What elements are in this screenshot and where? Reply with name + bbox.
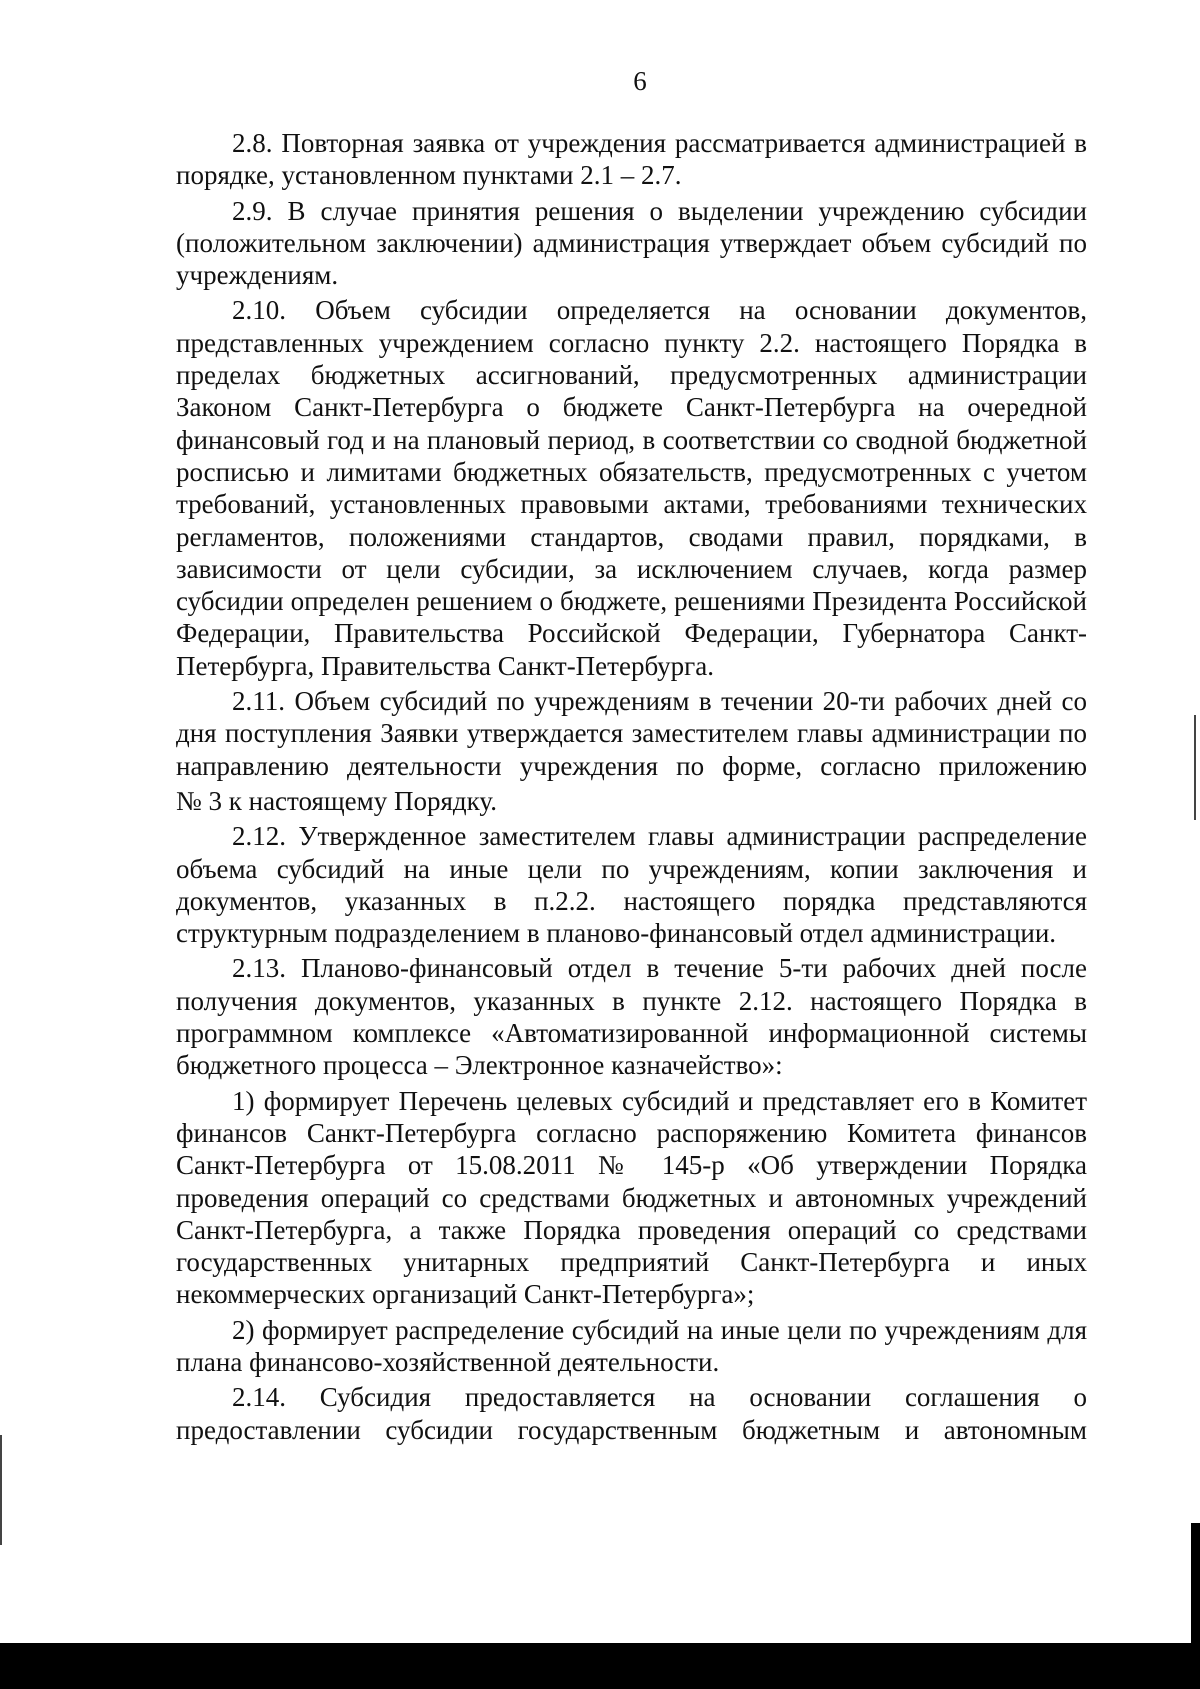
paragraph-2-9: 2.9. В случае принятия решения о выделении учреждению субсидии (положительном заключении) администрация утверждает объем субсидий по учреждениям. bbox=[176, 195, 1087, 291]
paragraph-2-13-item-2: 2) формирует распределение субсидий на иные цели по учреждениям для плана финансово-хозяйственной деятельности. bbox=[176, 1314, 1087, 1377]
document-body bbox=[176, 127, 1087, 1446]
scan-edge-mark bbox=[1194, 715, 1196, 820]
paragraph-2-11: 2.11. Объем субсидий по учреждениям в течении 20-ти рабочих дней со дня поступления Заявки утверждается заместителем главы администрации по направлению деятельности учреждения по форме, согласно приложению bbox=[176, 686, 1087, 781]
page-number: 6 bbox=[633, 66, 647, 96]
paragraph-2-8: 2.8. Повторная заявка от учреждения рассматривается администрацией в порядке, установленном пунктами 2.1 – 2.7. bbox=[176, 128, 1087, 191]
scan-border-right bbox=[1191, 1523, 1200, 1643]
paragraph-2-13-item-1: 1) формирует Перечень целевых субсидий и представляет его в Комитет финансов Санкт-Петербурга согласно распоряжению Комитета финансов Санкт-Петербурга от 15.08.2011 № 145-р «Об утверждении Порядка проведения операций со средствами бюджетных и автономных учреждений Санкт-Петербурга, а также Порядка проведения операций со средствами государственных унитарных предприятий Санкт-Петербурга и иных некоммерческих организаций Санкт-Петербурга»; bbox=[176, 1085, 1087, 1310]
paragraph-2-12: 2.12. Утвержденное заместителем главы администрации распределение объема субсидий на иные цели по учреждениям, копии заключения и документов, указанных в п.2.2. настоящего порядка представляются структурным подразделением в планово-финансовый отдел администрации. bbox=[176, 821, 1087, 949]
paragraph-2-14: 2.14. Субсидия предоставляется на основании соглашения о предоставлении субсидии государственным бюджетным и автономным bbox=[176, 1382, 1087, 1445]
scan-border-bottom bbox=[0, 1643, 1200, 1689]
paragraph-2-11-continuation: № 3 к настоящему Порядку. bbox=[176, 785, 497, 816]
scan-edge-mark bbox=[0, 1435, 2, 1545]
paragraph-2-10: 2.10. Объем субсидии определяется на основании документов, представленных учреждением согласно пункту 2.2. настоящего Порядка в пределах бюджетных ассигнований, предусмотренных администрации Законом Санкт-Петербурга о бюджете Санкт-Петербурга на очередной финансовый год и на плановый период, в соответствии со сводной бюджетной росписью и лимитами бюджетных обязательств, предусмотренных с учетом требований, установленных правовыми актами, требованиями технических регламентов, положениями стандартов, сводами правил, порядками, в зависимости от цели субсидии, за исключением случаев, когда размер субсидии определен решением о бюджете, решениями Президента Российской Федерации, Правительства Российской Федерации, Губернатора Санкт-Петербурга, Правительства Санкт-Петербурга. bbox=[176, 295, 1087, 681]
paragraph-2-13: 2.13. Планово-финансовый отдел в течение 5-ти рабочих дней после получения документов, указанных в пункте 2.12. настоящего Порядка в программном комплексе «Автоматизированной информационной системы бюджетного процесса – Электронное казначейство»: bbox=[176, 953, 1087, 1081]
